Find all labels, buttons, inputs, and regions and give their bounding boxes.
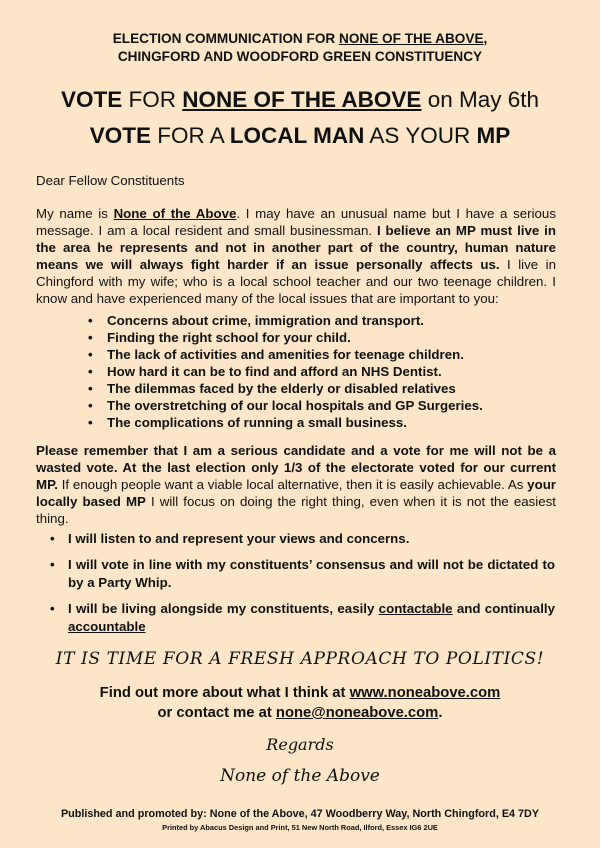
issue-item: • The overstretching of our local hospitals and GP Surgeries.: [88, 397, 483, 414]
headline1-date: on May 6th: [421, 87, 540, 112]
issue-item: • How hard it can be to find and afford an NHS Dentist.: [88, 363, 483, 380]
pledges-list: [50, 530, 555, 644]
contact-line-1: [0, 683, 600, 703]
intro-text-3: I live in Chingford with my wife; who is a local school teacher and our two teenage children. I know and have experienced many of the local issues that are important to you:: [36, 257, 556, 306]
appeal-paragraph: [36, 442, 556, 527]
pledge3-contactable: contactable: [378, 601, 453, 616]
issue-item: • The lack of activities and amenities for teenage children.: [88, 346, 483, 363]
headline2-local-man: LOCAL MAN: [229, 123, 365, 148]
pledge3-text-b: and continually: [452, 601, 555, 616]
headline1-vote: VOTE: [60, 87, 123, 112]
pledge-item: [50, 600, 555, 636]
issue-item: • The dilemmas faced by the elderly or disabled relatives: [88, 380, 483, 397]
contact-line-2: [0, 703, 600, 723]
salutation: Dear Fellow Constituents: [36, 173, 185, 188]
signature: None of the Above: [220, 766, 380, 786]
regards: Regards: [266, 735, 334, 754]
header-prefix: ELECTION COMMUNICATION FOR: [112, 31, 339, 46]
pledge3-accountable: accountable: [68, 619, 146, 634]
header-suffix: ,: [483, 31, 488, 46]
headline-vote-local-man: [0, 122, 600, 150]
email-link[interactable]: none@noneabove.com: [275, 705, 439, 721]
intro-text-2: . I may have an unusual name but I have a serious message. I am a local resident and small businessman.: [36, 206, 556, 238]
contact-period: .: [438, 705, 443, 721]
headline-vote-none-of-above: [0, 86, 600, 114]
intro-candidate-name: None of the Above: [113, 206, 237, 221]
header-line-2: CHINGFORD AND WOODFORD GREEN CONSTITUENCY: [117, 49, 483, 64]
pledge-item: • I will vote in line with my constituents’ consensus and will not be dictated to by a Party Whip.: [50, 556, 555, 592]
pledge3-text-a: I will be living alongside my constituents, easily: [68, 601, 379, 616]
contact-prefix: Find out more about what I think at: [99, 685, 350, 701]
slogan: IT IS TIME FOR A FRESH APPROACH TO POLITICS!: [55, 649, 545, 669]
issues-list: [88, 312, 483, 431]
headline2-for-a: FOR A: [151, 123, 230, 148]
intro-bold-statement: I believe an MP must live in the area he represents and not in another part of the country, human nature means we will always fight harder if an issue personally affects us.: [36, 223, 556, 272]
headline2-vote: VOTE: [89, 123, 151, 148]
printed-by-imprint: Printed by Abacus Design and Print, 51 New North Road, Ilford, Essex IG6 2UE: [162, 823, 438, 832]
pledge-item: • I will listen to and represent your views and concerns.: [50, 530, 555, 548]
header-line-1: [0, 30, 600, 47]
header-party-name: NONE OF THE ABOVE: [339, 31, 484, 46]
appeal-text-2: I will focus on doing the right thing, even when it is not the easiest thing.: [36, 494, 556, 526]
issue-item: • The complications of running a small business.: [88, 414, 483, 431]
issue-item: • Finding the right school for your child.: [88, 329, 483, 346]
appeal-bold-text: Please remember that I am a serious candidate and a vote for me will not be a wasted vote. At the last election only 1/3 of the electorate voted for our current MP.: [36, 443, 556, 492]
appeal-local-mp: your locally based MP: [36, 477, 556, 509]
intro-text-1: My name is: [36, 206, 114, 221]
headline1-name: NONE OF THE ABOVE: [182, 87, 422, 112]
issue-item: • Concerns about crime, immigration and transport.: [88, 312, 483, 329]
published-by-imprint: Published and promoted by: None of the Above, 47 Woodberry Way, North Chingford, E4 7DY: [60, 808, 540, 820]
headline1-for: FOR: [122, 87, 183, 112]
appeal-text-1: If enough people want a viable local alternative, then it is easily achievable. As: [57, 477, 528, 492]
headline2-as-your: AS YOUR: [364, 123, 477, 148]
website-link[interactable]: www.noneabove.com: [349, 685, 501, 701]
headline2-mp: MP: [476, 123, 511, 148]
contact-email-prefix: or contact me at: [157, 705, 276, 721]
intro-paragraph: [36, 205, 556, 307]
